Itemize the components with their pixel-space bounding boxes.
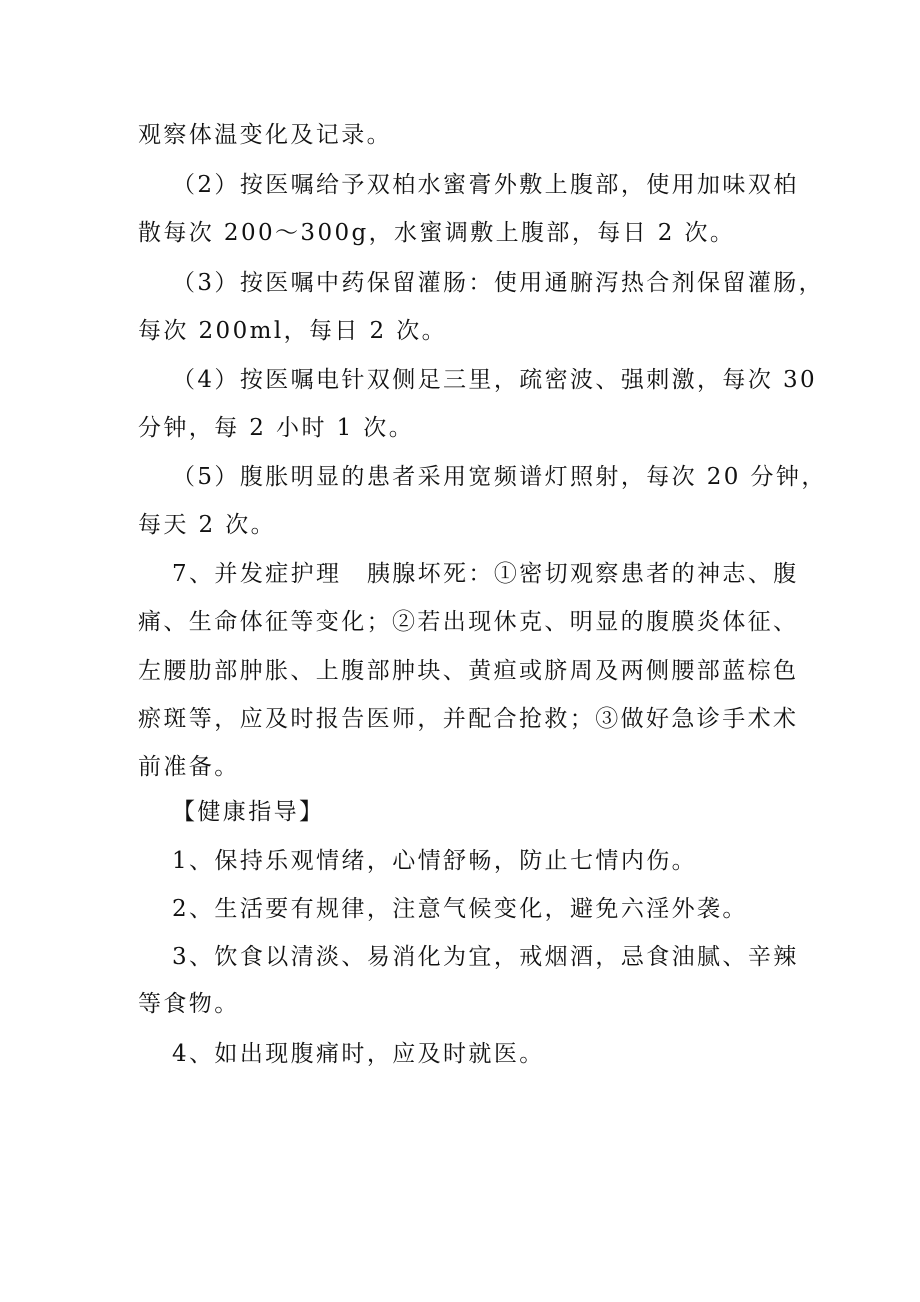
text-line: 观察体温变化及记录。 <box>138 122 392 148</box>
text-line: 7、并发症护理 胰腺坏死：①密切观察患者的神志、腹 <box>172 561 799 587</box>
text-line: 4、如出现腹痛时，应及时就医。 <box>172 1041 545 1067</box>
text-line: 痛、生命体征等变化；②若出现休克、明显的腹膜炎体征、 <box>138 609 799 635</box>
text-line: （2）按医嘱给予双柏水蜜膏外敷上腹部，使用加味双柏 <box>172 172 799 198</box>
text-line: 瘀斑等，应及时报告医师，并配合抢救；③做好急诊手术术 <box>138 706 799 732</box>
text-line: 分钟，每 2 小时 1 次。 <box>138 415 415 441</box>
text-line: （3）按医嘱中药保留灌肠：使用通腑泻热合剂保留灌肠， <box>172 270 825 296</box>
text-line: 散每次 200～300g，水蜜调敷上腹部，每日 2 次。 <box>138 220 736 246</box>
text-line: 前准备。 <box>138 754 240 780</box>
text-line: 1、保持乐观情绪，心情舒畅，防止七情内伤。 <box>172 848 698 874</box>
text-line: 每天 2 次。 <box>138 512 277 538</box>
text-line: 左腰肋部肿胀、上腹部肿块、黄疸或脐周及两侧腰部蓝棕色 <box>138 658 799 684</box>
text-line: 等食物。 <box>138 991 240 1017</box>
text-line: 3、饮食以清淡、易消化为宜，戒烟酒，忌食油腻、辛辣 <box>172 944 799 970</box>
section-heading: 【健康指导】 <box>172 799 325 825</box>
text-line: 2、生活要有规律，注意气候变化，避免六淫外袭。 <box>172 896 748 922</box>
text-line: （5）腹胀明显的患者采用宽频谱灯照射，每次 20 分钟， <box>172 464 827 490</box>
text-line: （4）按医嘱电针双侧足三里，疏密波、强刺激，每次 30 <box>172 367 818 393</box>
text-line: 每次 200ml，每日 2 次。 <box>138 318 448 344</box>
